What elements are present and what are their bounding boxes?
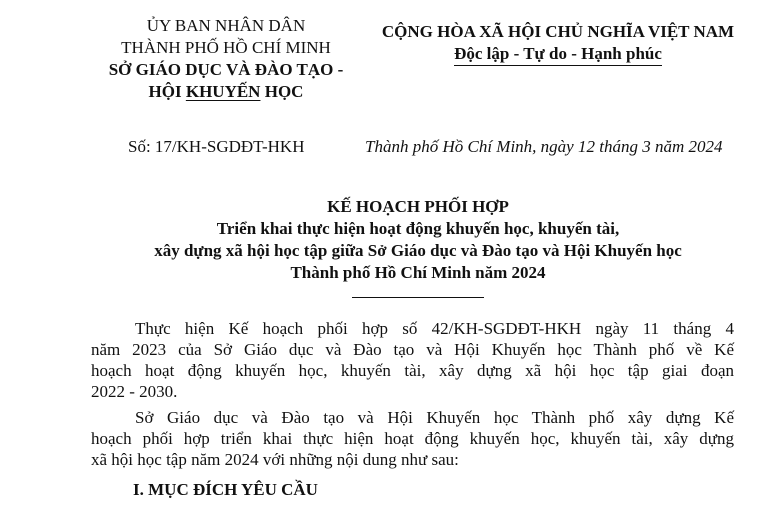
- title-sub-3: Thành phố Hồ Chí Minh năm 2024: [290, 263, 546, 282]
- title-sub-1: Triển khai thực hiện hoạt động khuyến học, khuyến tài,: [216, 219, 620, 238]
- country-name: CỘNG HÒA XÃ HỘI CHỦ NGHĨA VIỆT NAM: [381, 22, 735, 41]
- motto: Độc lập - Tự do - Hạnh phúc: [454, 44, 662, 66]
- document-title: [90, 196, 746, 284]
- paragraph-1-line: 2022 - 2030.: [91, 382, 178, 401]
- authority-line-3: SỞ GIÁO DỤC VÀ ĐÀO TẠO -: [108, 60, 344, 79]
- issuing-authority: [92, 15, 360, 103]
- authority-line-4-pre: HỘI: [148, 82, 186, 101]
- paragraph-2-line: xã hội học tập năm 2024 với những nội dung như sau:: [91, 450, 459, 469]
- paragraph-2: [91, 407, 734, 470]
- title-divider: [352, 297, 484, 298]
- paragraph-1: [91, 318, 734, 402]
- paragraph-1-line: Thực hiện Kế hoạch phối hợp số 42/KH-SGDĐT-HKH ngày 11 tháng 4: [135, 319, 734, 338]
- authority-line-2: THÀNH PHỐ HỒ CHÍ MINH: [121, 38, 331, 57]
- authority-line-4-underlined: KHUYẾN: [185, 82, 261, 101]
- title-main: KẾ HOẠCH PHỐI HỢP: [327, 197, 509, 216]
- national-motto: [362, 21, 754, 66]
- authority-line-4: [92, 81, 360, 103]
- paragraph-2-line: hoạch phối hợp triển khai thực hiện hoạt động khuyến học, khuyến tài, xây dựng: [91, 429, 734, 448]
- paragraph-2-line: Sở Giáo dục và Đào tạo và Hội Khuyến học Thành phố xây dựng Kế: [135, 408, 734, 427]
- section-heading: I. MỤC ĐÍCH YÊU CẦU: [133, 480, 318, 499]
- motto-wrap: [362, 43, 754, 66]
- paragraph-1-line: năm 2023 của Sở Giáo dục và Đào tạo và Hội Khuyến học Thành phố về Kế: [91, 340, 734, 359]
- authority-line-4-post: HỌC: [260, 82, 304, 101]
- title-sub-2: xây dựng xã hội học tập giữa Sở Giáo dục và Đào tạo và Hội Khuyến học: [154, 241, 682, 260]
- paragraph-1-line: hoạch hoạt động khuyến học, khuyến tài, xây dựng xã hội học tập giai đoạn: [91, 361, 734, 380]
- document-number: Số: 17/KH-SGDĐT-HKH: [128, 137, 305, 156]
- authority-line-1: ỦY BAN NHÂN DÂN: [146, 16, 306, 35]
- document-date: Thành phố Hồ Chí Minh, ngày 12 tháng 3 năm 2024: [365, 137, 723, 156]
